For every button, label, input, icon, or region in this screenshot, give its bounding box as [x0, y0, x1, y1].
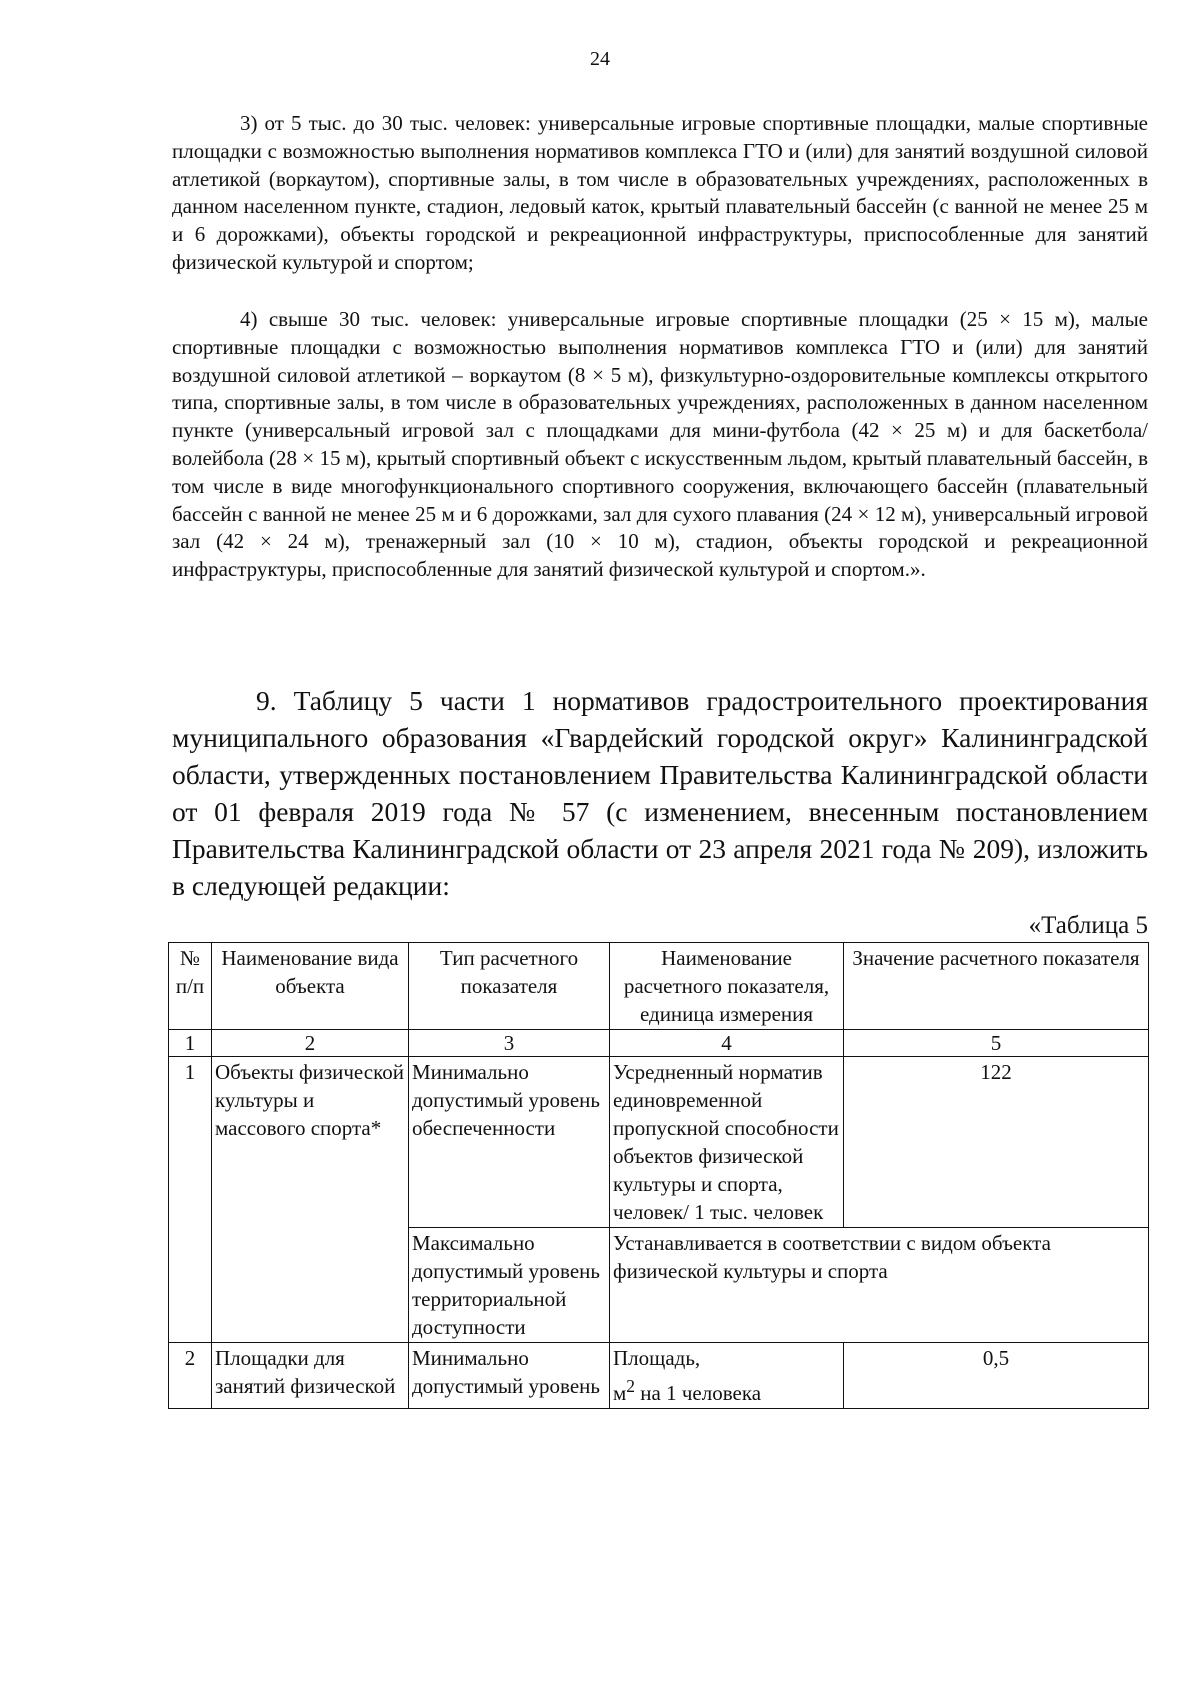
page-number: 24: [590, 48, 610, 70]
indicator-name-superscript: 2: [626, 1376, 636, 1396]
indicator-type-cell: Максимально допустимый уровень территориальной доступности: [409, 1228, 610, 1343]
header-object-type: Наименование вида объекта: [212, 943, 409, 1030]
table-header-row: [169, 943, 1149, 1030]
indicator-merged-cell: Устанавливается в соответствии с видом объекта физической культуры и спорта: [610, 1228, 1149, 1343]
indicator-name-suffix: на 1 человека: [635, 1381, 762, 1405]
object-type-cell: Площадки для занятий физической: [212, 1343, 409, 1409]
table-caption: «Таблица 5: [1028, 912, 1148, 939]
norms-table: [168, 942, 1149, 1409]
header-indicator-type: Тип расчетного показателя: [409, 943, 610, 1030]
paragraph-item-4: 4) свыше 30 тыс. человек: универсальные игровые спортивные площадки (25 × 15 м), малые спортивные площадки с возможностью выполнения нормативов комплекса ГТО и (или) для занятий воздушной силовой атлетикой – воркаутом (8 × 5 м), физкультурно-оздоровительные комплексы открытого типа, спортивные залы, в том числе в образовательных учреждениях, расположенных в данном населенном пункте (универсальный игровой зал с площадками для мини-футбола (42 × 25 м) и для баскетбола/волейбола (28 × 15 м), крытый спортивный объект с искусственным льдом, крытый плавательный бассейн, в том числе в виде многофункционального спортивного сооружения, включающего бассейн (плавательный бассейн с ванной не менее 25 м и 6 дорожками, зал для сухого плавания (24 × 12 м), универсальный игровой зал (42 × 24 м), тренажерный зал (10 × 10 м), стадион, объекты городской и рекреационной инфраструктуры, приспособленные для занятий физической культурой и спортом.».: [172, 307, 1148, 582]
indicator-name-cell: Усредненный норматив единовременной пропускной способности объектов физической культуры и спорта, человек/ 1 тыс. человек: [610, 1057, 844, 1228]
object-type-cell: Объекты физической культуры и массового спорта*: [212, 1057, 409, 1343]
column-number: 4: [610, 1030, 844, 1057]
header-indicator-value: Значение расчетного показателя: [844, 943, 1149, 1030]
table-row: [169, 1343, 1149, 1409]
indicator-name-unit: м: [613, 1381, 627, 1405]
column-numbers-row: [169, 1030, 1149, 1057]
indicator-type-cell: Минимально допустимый уровень: [409, 1343, 610, 1409]
header-num: № п/п: [169, 943, 212, 1030]
header-indicator-name: Наименование расчетного показателя, единица измерения: [610, 943, 844, 1030]
row-number: 1: [169, 1057, 212, 1343]
column-number: 3: [409, 1030, 610, 1057]
indicator-name-cell: [610, 1343, 844, 1409]
column-number: 2: [212, 1030, 409, 1057]
indicator-type-cell: Минимально допустимый уровень обеспеченности: [409, 1057, 610, 1228]
row-number: 2: [169, 1343, 212, 1409]
indicator-name-prefix: Площадь,: [613, 1346, 701, 1370]
indicator-value-cell: 0,5: [844, 1343, 1149, 1409]
paragraph-item-3: 3) от 5 тыс. до 30 тыс. человек: универсальные игровые спортивные площадки, малые спортивные площадки с возможностью выполнения нормативов комплекса ГТО и (или) для занятий воздушной силовой атлетикой (воркаутом), спортивные залы, в том числе в образовательных учреждениях, расположенных в данном населенном пункте, стадион, ледовый каток, крытый плавательный бассейн (с ванной не менее 25 м и 6 дорожками), объекты городской и рекреационной инфраструктуры, приспособленные для занятий физической культурой и спортом;: [172, 111, 1148, 274]
column-number: 5: [844, 1030, 1149, 1057]
paragraph-section-9: 9. Таблицу 5 части 1 нормативов градостроительного проектирования муниципального образования «Гвардейский городской округ» Калининградской области, утвержденных постановлением Правительства Калининградской области от 01 февраля 2019 года № 57 (с изменением, внесенным постановлением Правительства Калининградской области от 23 апреля 2021 года № 209), изложить в следующей редакции:: [172, 685, 1148, 901]
table-row: [169, 1057, 1149, 1228]
column-number: 1: [169, 1030, 212, 1057]
indicator-value-cell: 122: [844, 1057, 1149, 1228]
